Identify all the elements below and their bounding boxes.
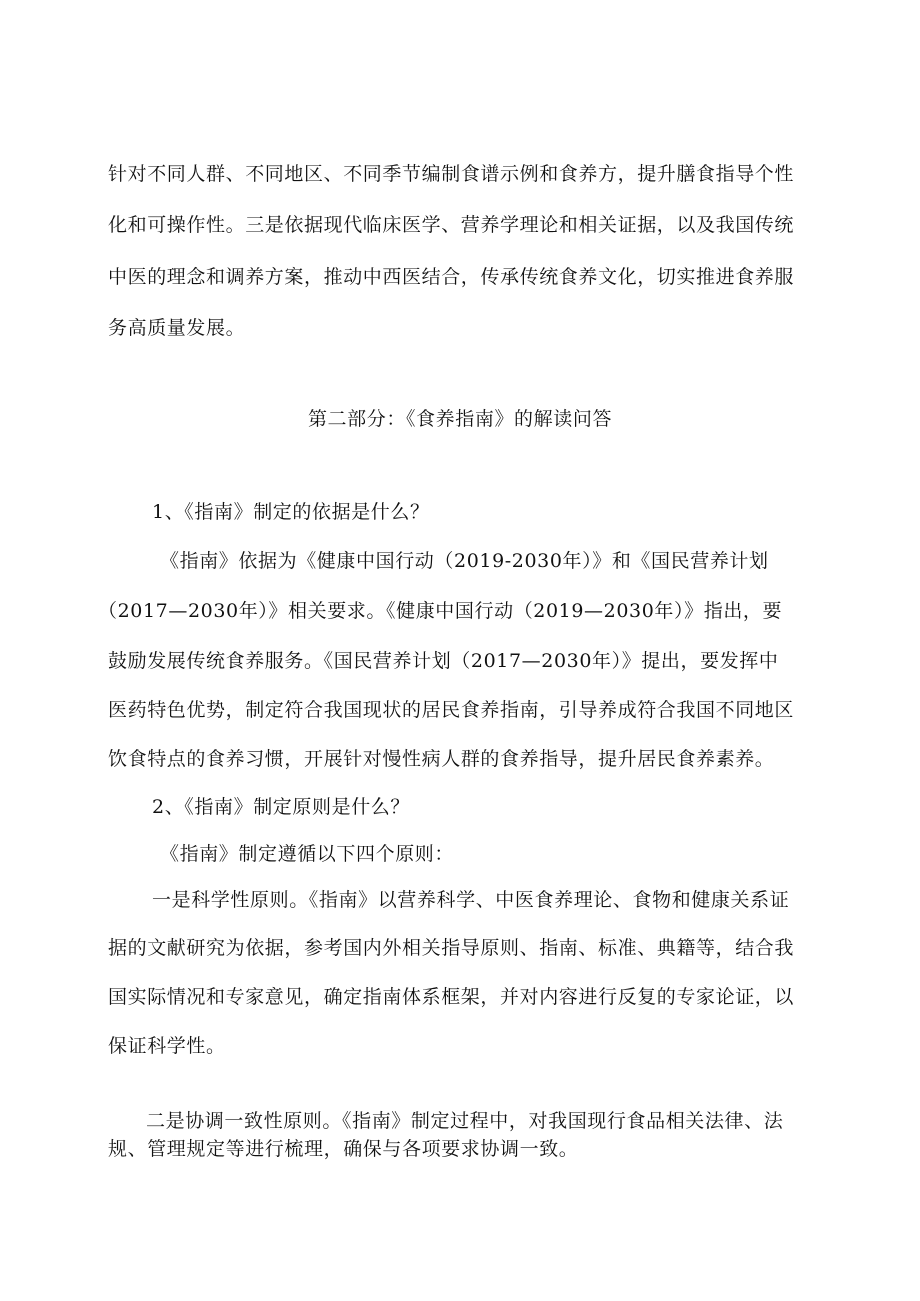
section-title: 第二部分：《食养指南》的解读问答: [307, 408, 613, 430]
principle-1-line-3: 国实际情况和专家意见，确定指南体系框架，并对内容进行反复的专家论证，以: [108, 986, 795, 1008]
intro-line-2: 化和可操作性。三是依据现代临床医学、营养学理论和相关证据，以及我国传统: [108, 214, 795, 236]
intro-line-3: 中医的理念和调养方案，推动中西医结合，传承传统食养文化，切实推进食养服: [108, 266, 795, 288]
principle-1-line-2: 据的文献研究为依据，参考国内外相关指导原则、指南、标准、典籍等，结合我: [108, 937, 795, 959]
principle-2-line-2: 规、管理规定等进行梳理，确保与各项要求协调一致。: [108, 1138, 579, 1160]
q1-answer-line-1: 《指南》依据为《健康中国行动（2019-2030年）》和《国民营养计划: [160, 550, 769, 572]
principle-1-line-4: 保证科学性。: [108, 1035, 226, 1057]
question-1-heading: 1、《指南》制定的依据是什么？: [152, 501, 430, 523]
q2-intro: 《指南》制定遵循以下四个原则：: [160, 843, 455, 865]
principle-2-line-1: 二是协调一致性原则。《指南》制定过程中，对我国现行食品相关法律、法: [146, 1110, 784, 1132]
q1-answer-line-3: 鼓励发展传统食养服务。《国民营养计划（2017—2030年）》提出，要发挥中: [108, 650, 779, 672]
q1-answer-line-2: （2017—2030年）》相关要求。《健康中国行动（2019—2030年）》指出，要: [98, 600, 783, 622]
q1-answer-line-4: 医药特色优势，制定符合我国现状的居民食养指南，引导养成符合我国不同地区: [108, 699, 795, 721]
principle-1-line-1: 一是科学性原则。《指南》以营养科学、中医食养理论、食物和健康关系证: [152, 889, 790, 911]
question-2-heading: 2、《指南》制定原则是什么？: [152, 796, 410, 818]
intro-line-1: 针对不同人群、不同地区、不同季节编制食谱示例和食养方，提升膳食指导个性: [108, 163, 795, 185]
intro-line-4: 务高质量发展。: [108, 317, 246, 339]
q1-answer-line-5: 饮食特点的食养习惯，开展针对慢性病人群的食养指导，提升居民食养素养。: [108, 748, 775, 770]
